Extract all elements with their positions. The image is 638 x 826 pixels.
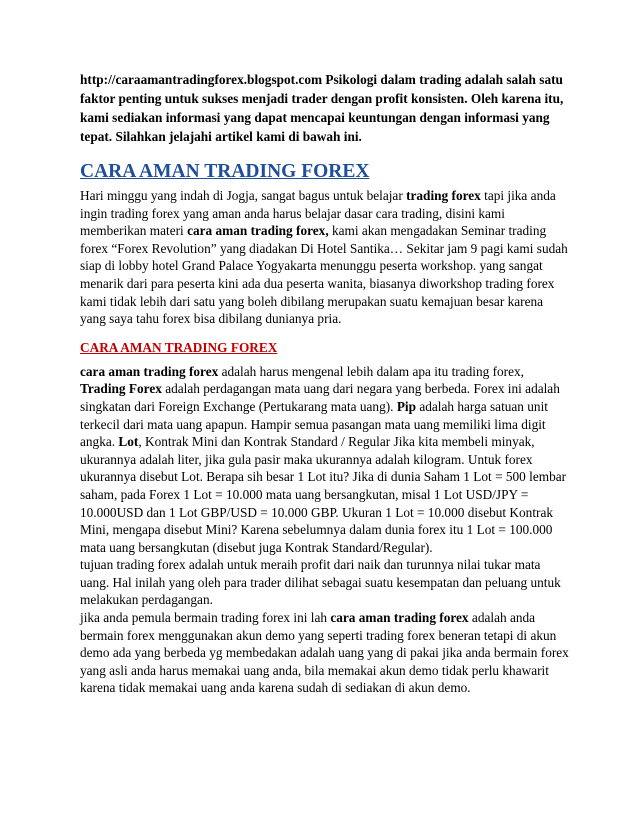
para1-bold-2: cara aman trading forex, — [187, 223, 329, 239]
para4-bold-1: cara aman trading forex — [330, 610, 469, 626]
para1-text-3: kami akan mengadakan Seminar trading forex “Forex Revolution” yang diadakan Di Hotel Santika… Sekitar jam 9 pagi kami sudah siap di lobby hotel Grand Palace Yogyakarta menunggu peserta workshop. yang sangat menarik dari para peserta kini ada dua peserta wanita, biasanya diworkshop trading forex kami tidak lebih dari satu yang boleh dibilang merupakan suatu kemajuan besar karena yang saya tahu forex bisa dibilang dunianya pria. — [80, 223, 568, 327]
para2-bold-3: Pip — [396, 398, 417, 414]
paragraph-4 — [80, 609, 570, 697]
para2-text-4: , Kontrak Mini dan Kontrak Standard / Regular Jika kita membeli minyak, ukurannya adalah liter, jika gula pasir maka ukurannya adalah kilogram. Untuk forex ukurannya disebut Lot. Berapa sih besar 1 Lot itu? Jika di dunia Saham 1 Lot = 500 lembar saham, pada Forex 1 Lot = 10.000 mata uang bersangkutan, misal 1 Lot USD/JPY = 10.000USD dan 1 Lot GBP/USD = 10.000 GBP. Ukuran 1 Lot = 10.000 disebut Kontrak Mini, mengapa disebut Mini? Karena sebelumnya dalam dunia forex itu 1 Lot = 100.000 mata uang bersangkutan (disebut juga Kontrak Standard/Regular). — [80, 434, 567, 555]
document-page — [80, 70, 570, 697]
para4-text-1: jika anda pemula bermain trading forex ini lah — [80, 610, 331, 626]
para4-text-2: adalah anda bermain forex menggunakan akun demo yang seperti trading forex beneran tetapi di akun demo ada yang berbeda yg membedakan adalah uang yang di pakai jika anda bermain forex yang asli anda harus memakai uang anda, bila memakai akun demo tidak perlu khawarit karena tidak memakai uang anda karena sudah di sediakan di akun demo. — [80, 610, 569, 696]
para2-bold-4: Lot — [118, 434, 139, 450]
paragraph-3: tujuan trading forex adalah untuk meraih profit dari naik dan turunnya nilai tukar mata uang. Hal inilah yang oleh para trader dilihat sebagai suatu kesempatan dan peluang untuk melakukan perdagangan. — [80, 557, 561, 608]
main-heading: CARA AMAN TRADING FOREX — [80, 161, 370, 182]
para1-bold-1: trading forex — [406, 188, 481, 203]
paragraph-1 — [80, 187, 570, 328]
para1-text-1: Hari minggu yang indah di Jogja, sangat bagus untuk belajar — [80, 188, 407, 203]
paragraph-2 — [80, 363, 570, 557]
intro-paragraph: http://caraamantradingforex.blogspot.com Psikologi dalam trading adalah salah satu faktor penting untuk sukses menjadi trader dengan profit konsisten. Oleh karena itu, kami sediakan informasi yang dapat mencapai keuntungan dengan informasi yang tepat. Silahkan jelajahi artikel kami di bawah ini. — [80, 72, 564, 144]
para2-bold-1: cara aman trading forex — [80, 363, 219, 379]
para2-bold-2: Trading Forex — [80, 381, 162, 397]
para2-text-3: adalah harga satuan unit terkecil dari mata uang apapun. Hampir semua pasangan mata uang memiliki lima digit angka. — [80, 398, 548, 450]
para2-text-2: adalah perdagangan mata uang dari negara yang berbeda. Forex ini adalah singkatan dari Foreign Exchange (Pertukarang mata uang). — [80, 381, 560, 414]
para2-text-1: adalah harus mengenal lebih dalam apa itu trading forex, — [218, 363, 524, 379]
para1-text-2: tapi jika anda ingin trading forex yang aman anda harus belajar dasar cara trading, disini kami memberikan materi — [80, 188, 556, 239]
sub-heading: CARA AMAN TRADING FOREX — [80, 339, 278, 355]
